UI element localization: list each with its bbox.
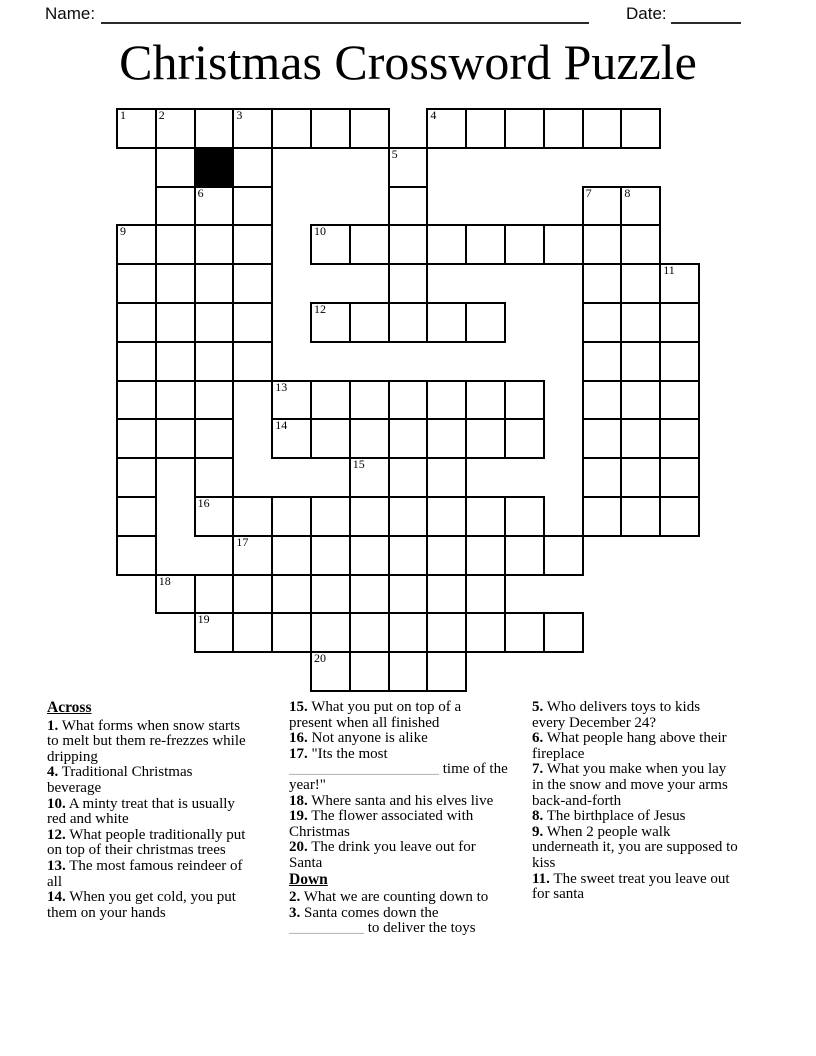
grid-cell[interactable]	[116, 341, 157, 382]
grid-cell[interactable]	[465, 418, 506, 459]
grid-cell[interactable]	[504, 418, 545, 459]
grid-cell[interactable]	[349, 612, 390, 653]
grid-cell[interactable]	[659, 496, 700, 537]
grid-cell[interactable]	[271, 418, 312, 459]
clue-item-7	[532, 762, 765, 809]
grid-cell[interactable]	[620, 263, 661, 304]
grid-cell[interactable]	[194, 457, 235, 498]
clue-column-middle	[289, 700, 522, 937]
clue-number: 11	[663, 263, 675, 278]
clue-text-line: Christmas	[289, 823, 350, 840]
grid-cell[interactable]	[232, 612, 273, 653]
clue-number: 14	[275, 418, 288, 433]
clue-text-line: 4. Traditional Christmas	[47, 764, 193, 781]
grid-cell[interactable]	[582, 302, 623, 343]
grid-cell[interactable]	[388, 186, 429, 227]
grid-cell[interactable]	[349, 496, 390, 537]
clue-text-line: 5. Who delivers toys to kids	[532, 699, 701, 715]
name-blank-line[interactable]	[101, 5, 589, 24]
grid-cell[interactable]	[465, 224, 506, 265]
grid-cell[interactable]	[116, 418, 157, 459]
grid-cell[interactable]	[349, 224, 390, 265]
clue-item-9	[532, 825, 765, 872]
grid-cell[interactable]	[349, 418, 390, 459]
grid-cell[interactable]	[232, 263, 273, 304]
grid-cell[interactable]	[543, 612, 584, 653]
grid-cell[interactable]	[504, 380, 545, 421]
grid-cell[interactable]	[426, 302, 467, 343]
grid-cell[interactable]	[582, 457, 623, 498]
clue-item-10	[47, 797, 279, 828]
grid-cell[interactable]	[582, 496, 623, 537]
clue-item-14	[47, 890, 279, 921]
answer-blank-line: ____________________	[289, 761, 439, 778]
grid-cell[interactable]	[426, 457, 467, 498]
grid-cell[interactable]	[194, 224, 235, 265]
clue-number: 9	[120, 224, 126, 239]
grid-cell[interactable]	[465, 108, 506, 149]
clue-text-line: 7. What you make when you lay	[532, 761, 727, 778]
grid-cell[interactable]	[388, 535, 429, 576]
grid-cell[interactable]	[194, 574, 235, 615]
grid-cell[interactable]	[155, 108, 196, 149]
clue-number: 18	[158, 573, 171, 588]
grid-cell[interactable]	[310, 612, 351, 653]
grid-cell[interactable]	[155, 224, 196, 265]
grid-cell[interactable]	[155, 302, 196, 343]
grid-cell[interactable]	[310, 496, 351, 537]
clue-text-line: Santa	[289, 854, 323, 871]
clue-text-line: kiss	[532, 854, 556, 871]
grid-cell[interactable]	[659, 302, 700, 343]
grid-cell[interactable]	[620, 496, 661, 537]
clue-text-line: 10. A minty treat that is usually	[47, 795, 235, 812]
grid-cell[interactable]	[232, 341, 273, 382]
clue-column-right	[532, 700, 765, 903]
grid-cell[interactable]	[194, 380, 235, 421]
grid-cell[interactable]	[271, 535, 312, 576]
grid-cell[interactable]	[426, 535, 467, 576]
grid-cell[interactable]	[426, 380, 467, 421]
grid-cell[interactable]	[504, 612, 545, 653]
grid-cell[interactable]	[620, 418, 661, 459]
clue-text-line: them on your hands	[47, 904, 166, 921]
clue-number: 13	[275, 379, 288, 394]
grid-cell[interactable]	[582, 380, 623, 421]
clue-text-line: 2. What we are counting down to	[289, 889, 489, 906]
clue-number: 3	[236, 108, 243, 122]
clue-number: 8	[624, 185, 631, 200]
answer-blank-line: __________	[289, 920, 364, 937]
grid-cell[interactable]	[504, 108, 545, 149]
clue-text-line: fireplace	[532, 745, 585, 762]
clue-number: 7	[585, 185, 592, 200]
clue-column-left	[47, 700, 279, 921]
grid-cell[interactable]	[504, 224, 545, 265]
grid-cell[interactable]	[465, 612, 506, 653]
clue-item-1	[47, 719, 279, 766]
grid-cell[interactable]	[310, 380, 351, 421]
grid-cell[interactable]	[582, 186, 623, 227]
grid-cell[interactable]	[194, 341, 235, 382]
grid-cell[interactable]	[620, 457, 661, 498]
grid-cell[interactable]	[232, 186, 273, 227]
grid-cell[interactable]	[465, 574, 506, 615]
grid-cell[interactable]	[155, 341, 196, 382]
grid-cell[interactable]	[232, 574, 273, 615]
grid-cell[interactable]	[194, 186, 235, 227]
clue-text-line: 6. What people hang above their	[532, 730, 727, 747]
grid-cell[interactable]	[349, 535, 390, 576]
grid-cell[interactable]	[620, 302, 661, 343]
grid-cell[interactable]	[155, 263, 196, 304]
grid-cell[interactable]	[388, 380, 429, 421]
grid-cell[interactable]	[271, 574, 312, 615]
clue-text-line: 13. The most famous reindeer of	[47, 857, 243, 874]
grid-cell[interactable]	[426, 612, 467, 653]
grid-cell[interactable]	[388, 302, 429, 343]
grid-cell[interactable]	[116, 535, 157, 576]
clue-number: 6	[197, 185, 204, 200]
clue-text-line: all	[47, 873, 62, 890]
clue-item-4	[47, 765, 279, 796]
grid-cell[interactable]	[620, 186, 661, 227]
grid-cell[interactable]	[388, 418, 429, 459]
grid-cell[interactable]	[310, 535, 351, 576]
clue-text-line: 12. What people traditionally put	[47, 826, 246, 843]
grid-cell[interactable]	[310, 574, 351, 615]
name-label: Name:	[45, 4, 96, 23]
clue-text-line: present when all finished	[289, 714, 440, 731]
date-label: Date:	[626, 4, 667, 23]
clue-text-line: 3. Santa comes down the	[289, 904, 439, 921]
clue-number: 2	[158, 108, 165, 122]
down-header: Down	[289, 870, 328, 888]
grid-cell[interactable]	[388, 612, 429, 653]
grid-cell[interactable]	[194, 263, 235, 304]
grid-cell[interactable]	[116, 263, 157, 304]
grid-cell[interactable]	[232, 147, 273, 188]
clue-text-line: underneath it, you are supposed to	[532, 839, 738, 856]
grid-cell[interactable]	[116, 457, 157, 498]
clue-text-line: beverage	[47, 779, 102, 796]
clue-text-line: 1. What forms when snow starts	[47, 717, 241, 734]
clue-item-5	[532, 700, 765, 731]
grid-cell[interactable]	[388, 651, 429, 692]
grid-cell[interactable]	[543, 108, 584, 149]
grid-cell[interactable]	[426, 224, 467, 265]
grid-cell[interactable]	[155, 418, 196, 459]
clue-text-line: in the snow and move your arms	[532, 776, 728, 793]
grid-cell[interactable]	[271, 496, 312, 537]
clue-number: 17	[236, 534, 249, 549]
grid-cell[interactable]	[426, 574, 467, 615]
clue-text-line: on top of their christmas trees	[47, 842, 226, 859]
grid-cell[interactable]	[659, 341, 700, 382]
grid-cell[interactable]	[659, 418, 700, 459]
grid-cell[interactable]	[155, 186, 196, 227]
clue-text-line: dripping	[47, 748, 98, 765]
grid-cell[interactable]	[310, 108, 351, 149]
grid-cell[interactable]	[620, 108, 661, 149]
grid-cell[interactable]	[582, 263, 623, 304]
clue-number: 4	[430, 108, 437, 122]
grid-cell[interactable]	[271, 380, 312, 421]
clue-number: 16	[197, 496, 210, 510]
crossword-grid	[116, 108, 700, 692]
clue-number: 19	[197, 612, 210, 627]
clue-item-3	[289, 906, 522, 937]
grid-cell[interactable]	[349, 302, 390, 343]
grid-cell[interactable]	[155, 574, 196, 615]
clue-item-2	[289, 890, 522, 906]
grid-cell[interactable]	[465, 496, 506, 537]
clue-text-line: 11. The sweet treat you leave out	[532, 870, 730, 887]
page-title: Christmas Crossword Puzzle	[119, 34, 697, 90]
grid-cell[interactable]	[271, 612, 312, 653]
grid-cell[interactable]	[465, 380, 506, 421]
grid-cell[interactable]	[659, 457, 700, 498]
clue-text-line: every December 24?	[532, 714, 657, 731]
clue-item-12	[47, 828, 279, 859]
clue-item-18	[289, 794, 522, 810]
grid-cell[interactable]	[232, 108, 273, 149]
grid-cell[interactable]	[116, 380, 157, 421]
grid-cell[interactable]	[388, 147, 429, 188]
clue-item-17	[289, 747, 522, 794]
grid-cell[interactable]	[310, 302, 351, 343]
clue-number: 15	[352, 457, 365, 472]
clue-text-line: year!"	[289, 776, 326, 793]
grid-cell[interactable]	[504, 496, 545, 537]
grid-cell[interactable]	[116, 224, 157, 265]
grid-cell[interactable]	[194, 612, 235, 653]
clue-item-20	[289, 840, 522, 871]
clue-text-line: red and white	[47, 811, 129, 828]
grid-cell[interactable]	[232, 224, 273, 265]
clue-number: 5	[391, 146, 398, 161]
grid-cell[interactable]	[310, 418, 351, 459]
grid-cell[interactable]	[349, 651, 390, 692]
grid-cell[interactable]	[543, 224, 584, 265]
clue-text-line: 17. "Its the most	[289, 745, 388, 762]
grid-cell[interactable]	[465, 535, 506, 576]
clue-text-line: 20. The drink you leave out for	[289, 839, 476, 856]
grid-cell[interactable]	[388, 574, 429, 615]
clue-item-16	[289, 731, 522, 747]
clue-text-line: to melt but them re-frezzes while	[47, 733, 246, 750]
clue-number: 20	[314, 651, 326, 666]
grid-cell[interactable]	[504, 535, 545, 576]
grid-cell[interactable]	[620, 224, 661, 265]
grid-cell[interactable]	[349, 574, 390, 615]
grid-cell[interactable]	[232, 535, 273, 576]
grid-cell[interactable]	[426, 651, 467, 692]
grid-cell[interactable]	[116, 302, 157, 343]
grid-cell[interactable]	[582, 224, 623, 265]
grid-cell[interactable]	[465, 302, 506, 343]
clue-number: 10	[314, 224, 326, 239]
clue-text-line: ____________________ time of the	[289, 761, 508, 778]
clue-text-line: 18. Where santa and his elves live	[289, 792, 494, 809]
clue-text-line: for santa	[532, 886, 585, 903]
clue-text-line: __________ to deliver the toys	[289, 920, 476, 937]
grid-cell[interactable]	[116, 108, 157, 149]
grid-cell[interactable]	[155, 147, 196, 188]
black-cell	[194, 147, 235, 188]
grid-cell[interactable]	[194, 302, 235, 343]
grid-cell[interactable]	[543, 535, 584, 576]
clue-number: 1	[120, 108, 126, 122]
clue-text-line: 19. The flower associated with	[289, 808, 474, 825]
clue-text-line: 16. Not anyone is alike	[289, 730, 428, 747]
grid-cell[interactable]	[155, 380, 196, 421]
grid-cell[interactable]	[582, 418, 623, 459]
grid-cell[interactable]	[620, 341, 661, 382]
date-blank-line[interactable]	[671, 5, 741, 24]
grid-cell[interactable]	[349, 380, 390, 421]
clue-item-13	[47, 859, 279, 890]
grid-cell[interactable]	[620, 380, 661, 421]
grid-cell[interactable]	[194, 496, 235, 537]
grid-cell[interactable]	[659, 263, 700, 304]
grid-cell[interactable]	[271, 108, 312, 149]
clue-text-line: 8. The birthplace of Jesus	[532, 808, 686, 825]
clue-item-6	[532, 731, 765, 762]
grid-cell[interactable]	[310, 651, 351, 692]
clue-text-line: 14. When you get cold, you put	[47, 889, 236, 906]
clue-item-15	[289, 700, 522, 731]
grid-cell[interactable]	[388, 224, 429, 265]
grid-cell[interactable]	[426, 418, 467, 459]
clue-text-line: back-and-forth	[532, 792, 622, 809]
clue-text-line: 15. What you put on top of a	[289, 699, 462, 715]
grid-cell[interactable]	[426, 496, 467, 537]
grid-cell[interactable]	[232, 302, 273, 343]
grid-cell[interactable]	[388, 457, 429, 498]
clue-text-line: 9. When 2 people walk	[532, 823, 671, 840]
grid-cell[interactable]	[310, 224, 351, 265]
across-header: Across	[47, 699, 92, 716]
grid-cell[interactable]	[194, 108, 235, 149]
grid-cell[interactable]	[116, 496, 157, 537]
clue-number: 12	[314, 302, 326, 316]
clue-item-19	[289, 809, 522, 840]
grid-cell[interactable]	[582, 108, 623, 149]
clue-item-11	[532, 872, 765, 903]
grid-cell[interactable]	[349, 108, 390, 149]
grid-cell[interactable]	[232, 496, 273, 537]
grid-cell[interactable]	[194, 418, 235, 459]
grid-cell[interactable]	[426, 108, 467, 149]
grid-cell[interactable]	[349, 457, 390, 498]
grid-cell[interactable]	[659, 380, 700, 421]
grid-cell[interactable]	[388, 496, 429, 537]
grid-cell[interactable]	[582, 341, 623, 382]
grid-cell[interactable]	[388, 263, 429, 304]
clue-item-8	[532, 809, 765, 825]
